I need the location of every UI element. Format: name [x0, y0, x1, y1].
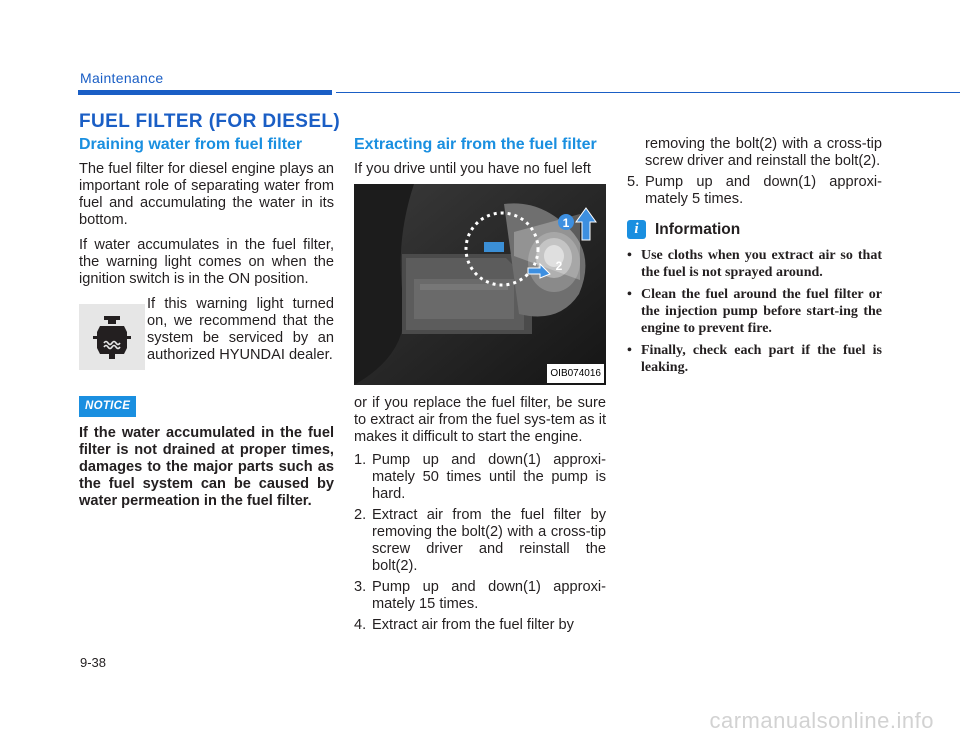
- paragraph-intro: If you drive until you have no fuel left: [354, 161, 591, 177]
- step-text: Pump up and down(1) approxi-mately 15 times.: [372, 579, 606, 612]
- list-item: [354, 507, 606, 575]
- step-4-continuation: removing the bolt(2) with a cross-tip screw driver and reinstall the bolt(2).: [645, 136, 882, 169]
- info-item-text: Use cloths when you extract air so that the fuel is not sprayed around.: [641, 248, 882, 280]
- paragraph-fuel-filter-role: The fuel filter for diesel engine plays an important role of separating water from fuel and accumulating the water in its bottom.: [79, 161, 334, 228]
- list-item: [354, 579, 606, 613]
- header-section-label: Maintenance: [80, 70, 164, 86]
- subtitle-extracting-air: Extracting air from the fuel filter: [354, 136, 597, 153]
- step-number: 3.: [354, 579, 367, 595]
- list-item: [627, 247, 882, 281]
- warning-light-row: [79, 296, 334, 370]
- information-list: [627, 247, 882, 376]
- list-item: [354, 617, 606, 634]
- list-item: [354, 452, 606, 503]
- steps-list: [354, 452, 606, 634]
- watermark: carmanualsonline.info: [709, 708, 934, 733]
- steps-list-continued: [627, 174, 882, 208]
- header-rule-thick: [78, 90, 332, 95]
- step-number: 2.: [354, 507, 367, 523]
- info-item-text: Clean the fuel around the fuel filter or the injection pump before start-ing the engine to prevent fire.: [641, 287, 882, 336]
- bullet-icon: •: [627, 248, 632, 263]
- photo-label-2: 2: [555, 259, 563, 273]
- photo-code: OIB074016: [547, 364, 604, 383]
- header-rule-thin: [336, 92, 960, 93]
- right-column: [627, 136, 882, 381]
- page-number: 9-38: [80, 655, 107, 670]
- info-icon: i: [627, 220, 646, 239]
- info-item-text: Finally, check each part if the fuel is leaking.: [641, 343, 882, 375]
- step-number: 1.: [354, 452, 367, 468]
- notice-text: If the water accumulated in the fuel filter is not drained at proper times, damages to the major parts such as the fuel system can be caused by water permeation in the fuel filter.: [79, 425, 334, 509]
- information-title: Information: [655, 221, 741, 238]
- list-item: [627, 342, 882, 376]
- information-heading: [627, 220, 882, 239]
- bullet-icon: •: [627, 287, 632, 302]
- step-text: Pump up and down(1) approxi-mately 50 times until the pump is hard.: [372, 452, 606, 502]
- left-column: [79, 136, 334, 510]
- bullet-icon: •: [627, 343, 632, 358]
- fuel-filter-water-warning-icon: [79, 304, 145, 370]
- paragraph-service-recommendation: If this warning light turned on, we recommend that the system be serviced by an authorized HYUNDAI dealer.: [147, 296, 334, 363]
- photo-label-1: 1: [562, 216, 570, 230]
- middle-column: [354, 136, 606, 638]
- fuel-filter-photo: [354, 184, 606, 385]
- step-text: Extract air from the fuel filter by removing the bolt(2) with a cross-tip screw driver and reinstall the bolt(2).: [372, 507, 606, 574]
- step-text: Extract air from the fuel filter by: [372, 617, 574, 633]
- step-number: 4.: [354, 617, 367, 633]
- list-item: [627, 174, 882, 208]
- step-number: 5.: [627, 174, 640, 190]
- subtitle-draining-water: Draining water from fuel filter: [79, 136, 303, 153]
- notice-badge: NOTICE: [79, 396, 136, 417]
- step-text: Pump up and down(1) approxi-mately 5 times.: [645, 174, 882, 207]
- section-title: FUEL FILTER (FOR DIESEL): [79, 111, 341, 132]
- paragraph-after-photo: or if you replace the fuel filter, be sure to extract air from the fuel sys-tem as it makes it difficult to start the engine.: [354, 395, 606, 445]
- paragraph-warning-light: If water accumulates in the fuel filter, the warning light comes on when the ignition switch is in the ON position.: [79, 237, 334, 287]
- list-item: [627, 286, 882, 337]
